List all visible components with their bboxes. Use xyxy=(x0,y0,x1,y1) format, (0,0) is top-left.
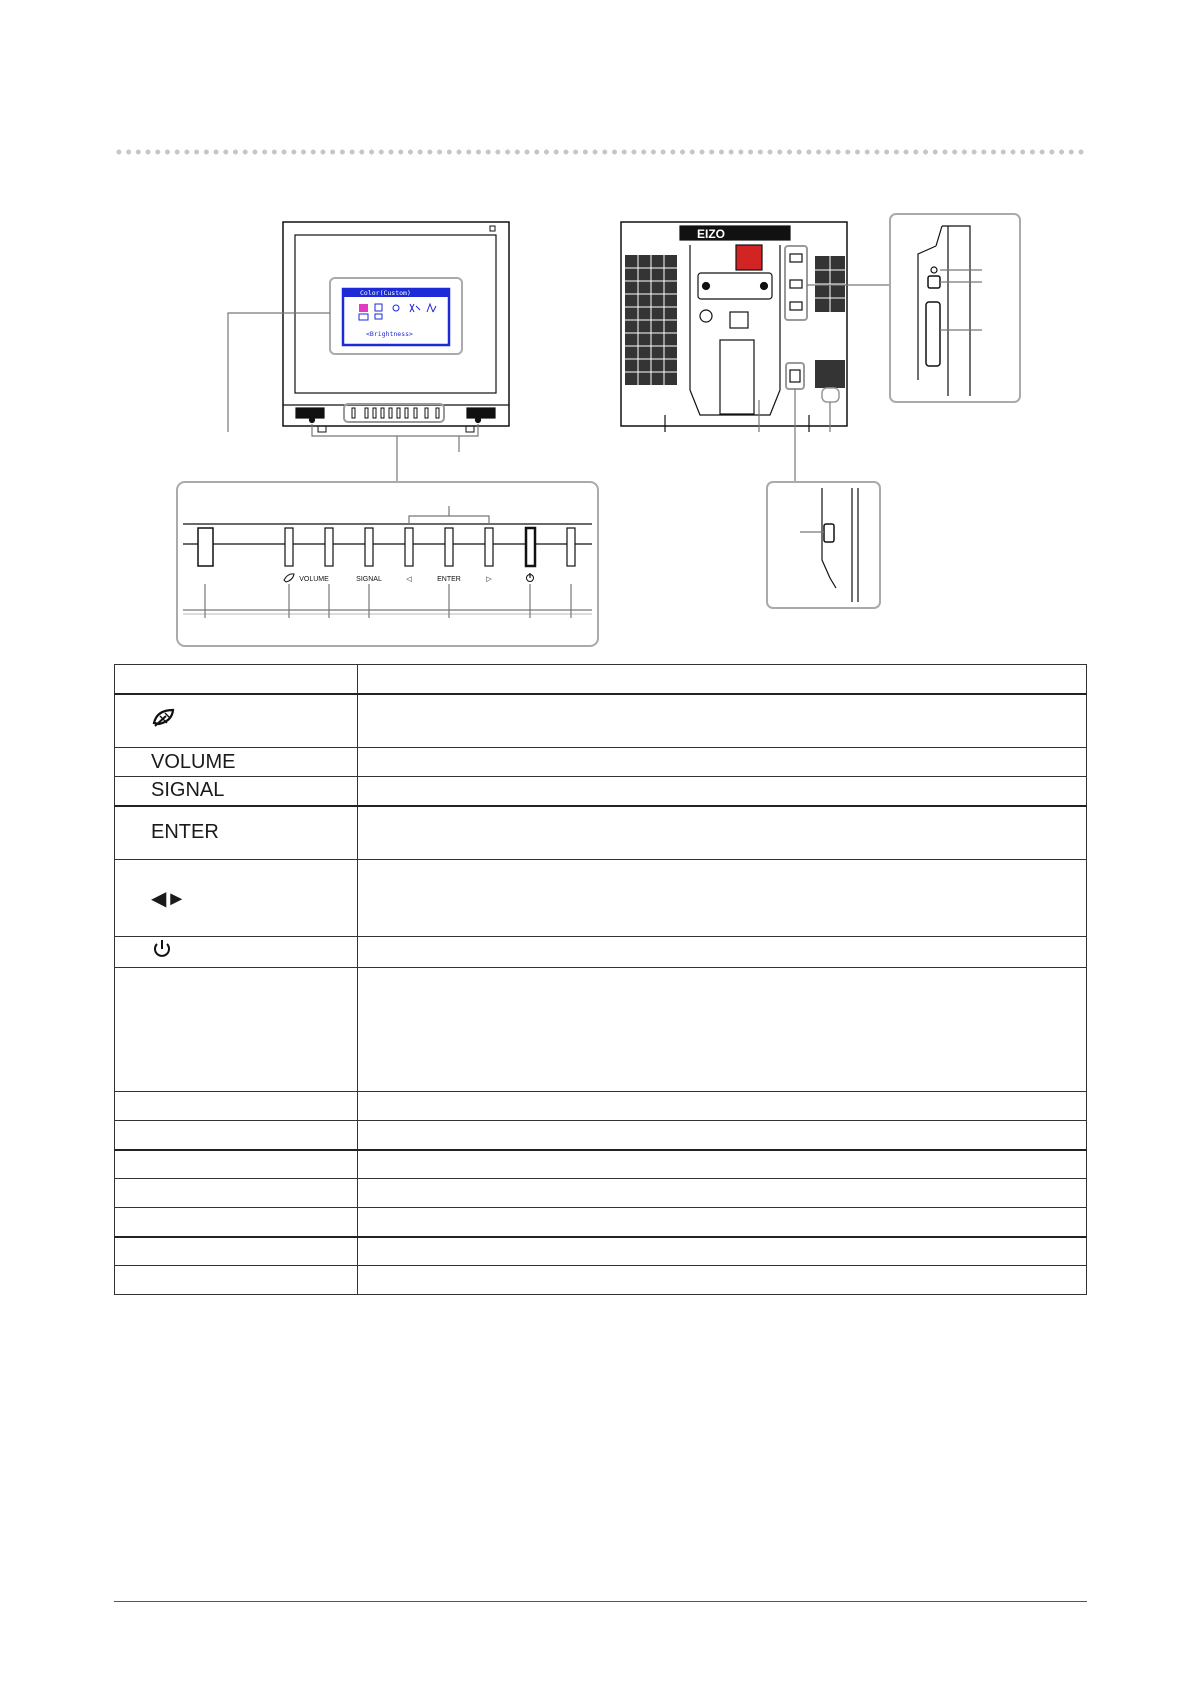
table-row xyxy=(115,1208,1087,1237)
rear-logo: EIZO xyxy=(697,227,726,241)
table-row xyxy=(115,1092,1087,1121)
part-name-cell xyxy=(115,860,358,937)
eco-leaf-icon xyxy=(151,707,177,735)
part-description-cell xyxy=(358,1237,1087,1266)
eco-button-symbol xyxy=(284,574,294,582)
part-description-cell xyxy=(358,1266,1087,1295)
part-name-cell xyxy=(115,748,358,777)
table-row xyxy=(115,806,1087,860)
osd-footer: <Brightness> xyxy=(366,330,413,338)
table-row xyxy=(115,1121,1087,1150)
table-row xyxy=(115,860,1087,937)
control-buttons-closeup xyxy=(177,482,598,646)
table-row xyxy=(115,1179,1087,1208)
part-name-cell xyxy=(115,1266,358,1295)
monitor-diagram xyxy=(0,0,1191,680)
part-name-cell xyxy=(115,694,358,748)
part-name-label: ENTER xyxy=(151,821,219,844)
enter-button-label: ENTER xyxy=(437,576,461,583)
right-button-label: ▷ xyxy=(486,576,492,583)
part-description-cell xyxy=(358,1208,1087,1237)
part-name-cell xyxy=(115,777,358,806)
table-row xyxy=(115,1150,1087,1179)
table-row xyxy=(115,968,1087,1092)
footer-rule xyxy=(114,1601,1087,1602)
volume-button-label: VOLUME xyxy=(299,576,329,583)
part-description-cell xyxy=(358,1150,1087,1179)
part-description-cell xyxy=(358,665,1087,694)
part-description-cell xyxy=(358,748,1087,777)
part-name-cell xyxy=(115,1237,358,1266)
parts-table xyxy=(114,664,1087,1295)
part-description-cell xyxy=(358,860,1087,937)
part-description-cell xyxy=(358,937,1087,968)
monitor-figure xyxy=(0,0,1191,680)
part-name-label: VOLUME xyxy=(151,750,236,773)
part-name-cell xyxy=(115,1208,358,1237)
part-name-cell xyxy=(115,665,358,694)
part-name-label: SIGNAL xyxy=(151,779,225,802)
part-name-cell xyxy=(115,1092,358,1121)
part-description-cell xyxy=(358,968,1087,1092)
side-connectors-callout xyxy=(890,214,1020,402)
part-name-cell xyxy=(115,1150,358,1179)
part-name-cell xyxy=(115,968,358,1092)
table-row xyxy=(115,1266,1087,1295)
power-button-symbol xyxy=(527,573,534,582)
table-row xyxy=(115,777,1087,806)
table-row xyxy=(115,937,1087,968)
part-description-cell xyxy=(358,777,1087,806)
power-icon xyxy=(151,938,173,966)
part-name-cell xyxy=(115,937,358,968)
osd-header: Color(Custom) xyxy=(360,289,411,297)
table-row xyxy=(115,694,1087,748)
power-socket-callout xyxy=(767,482,880,608)
part-name-cell xyxy=(115,1121,358,1150)
rear-view-monitor xyxy=(621,222,890,482)
part-name-cell xyxy=(115,1179,358,1208)
table-row xyxy=(115,748,1087,777)
table-row xyxy=(115,665,1087,694)
part-description-cell xyxy=(358,1179,1087,1208)
signal-button-label: SIGNAL xyxy=(356,576,382,583)
table-row xyxy=(115,1237,1087,1266)
part-name-cell xyxy=(115,806,358,860)
part-name-label: ◀► xyxy=(151,887,187,910)
part-description-cell xyxy=(358,1092,1087,1121)
part-description-cell xyxy=(358,806,1087,860)
front-view-monitor xyxy=(228,222,509,482)
part-description-cell xyxy=(358,1121,1087,1150)
left-button-label: ◁ xyxy=(406,576,412,583)
part-description-cell xyxy=(358,694,1087,748)
